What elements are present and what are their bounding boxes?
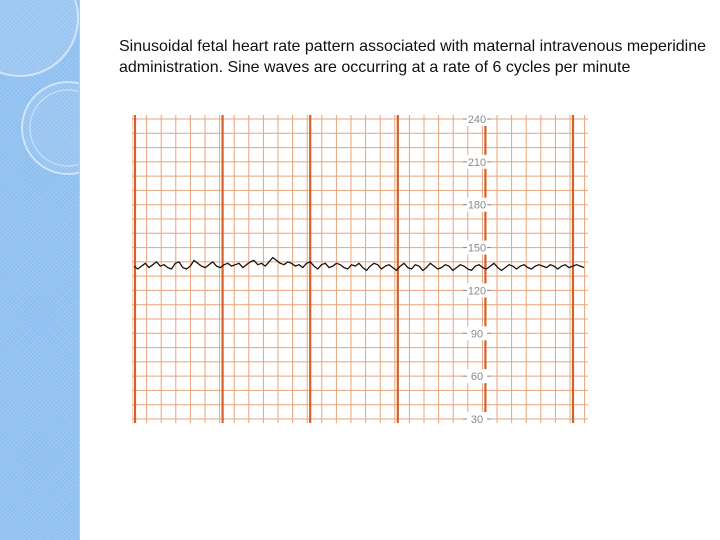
slide-caption: Sinusoidal fetal heart rate pattern associated with maternal intravenous meperidine administration. Sine waves are occurring at a rate of 6 cycles per minute [119,38,706,76]
y-tick-label: 180 [467,199,487,212]
y-tick-label: 90 [470,328,484,341]
slide-sidebar [0,0,80,540]
decorative-circles [0,0,79,540]
y-tick-label: 150 [467,242,487,255]
y-tick-label: 30 [470,414,484,423]
y-tick-label: 60 [470,371,484,384]
chart-canvas [132,115,588,423]
y-tick-label: 240 [467,115,487,126]
chart-background [132,115,588,423]
y-tick-label: 210 [467,156,487,169]
fetal-heart-rate-chart [132,115,588,423]
y-tick-label: 120 [467,285,487,298]
